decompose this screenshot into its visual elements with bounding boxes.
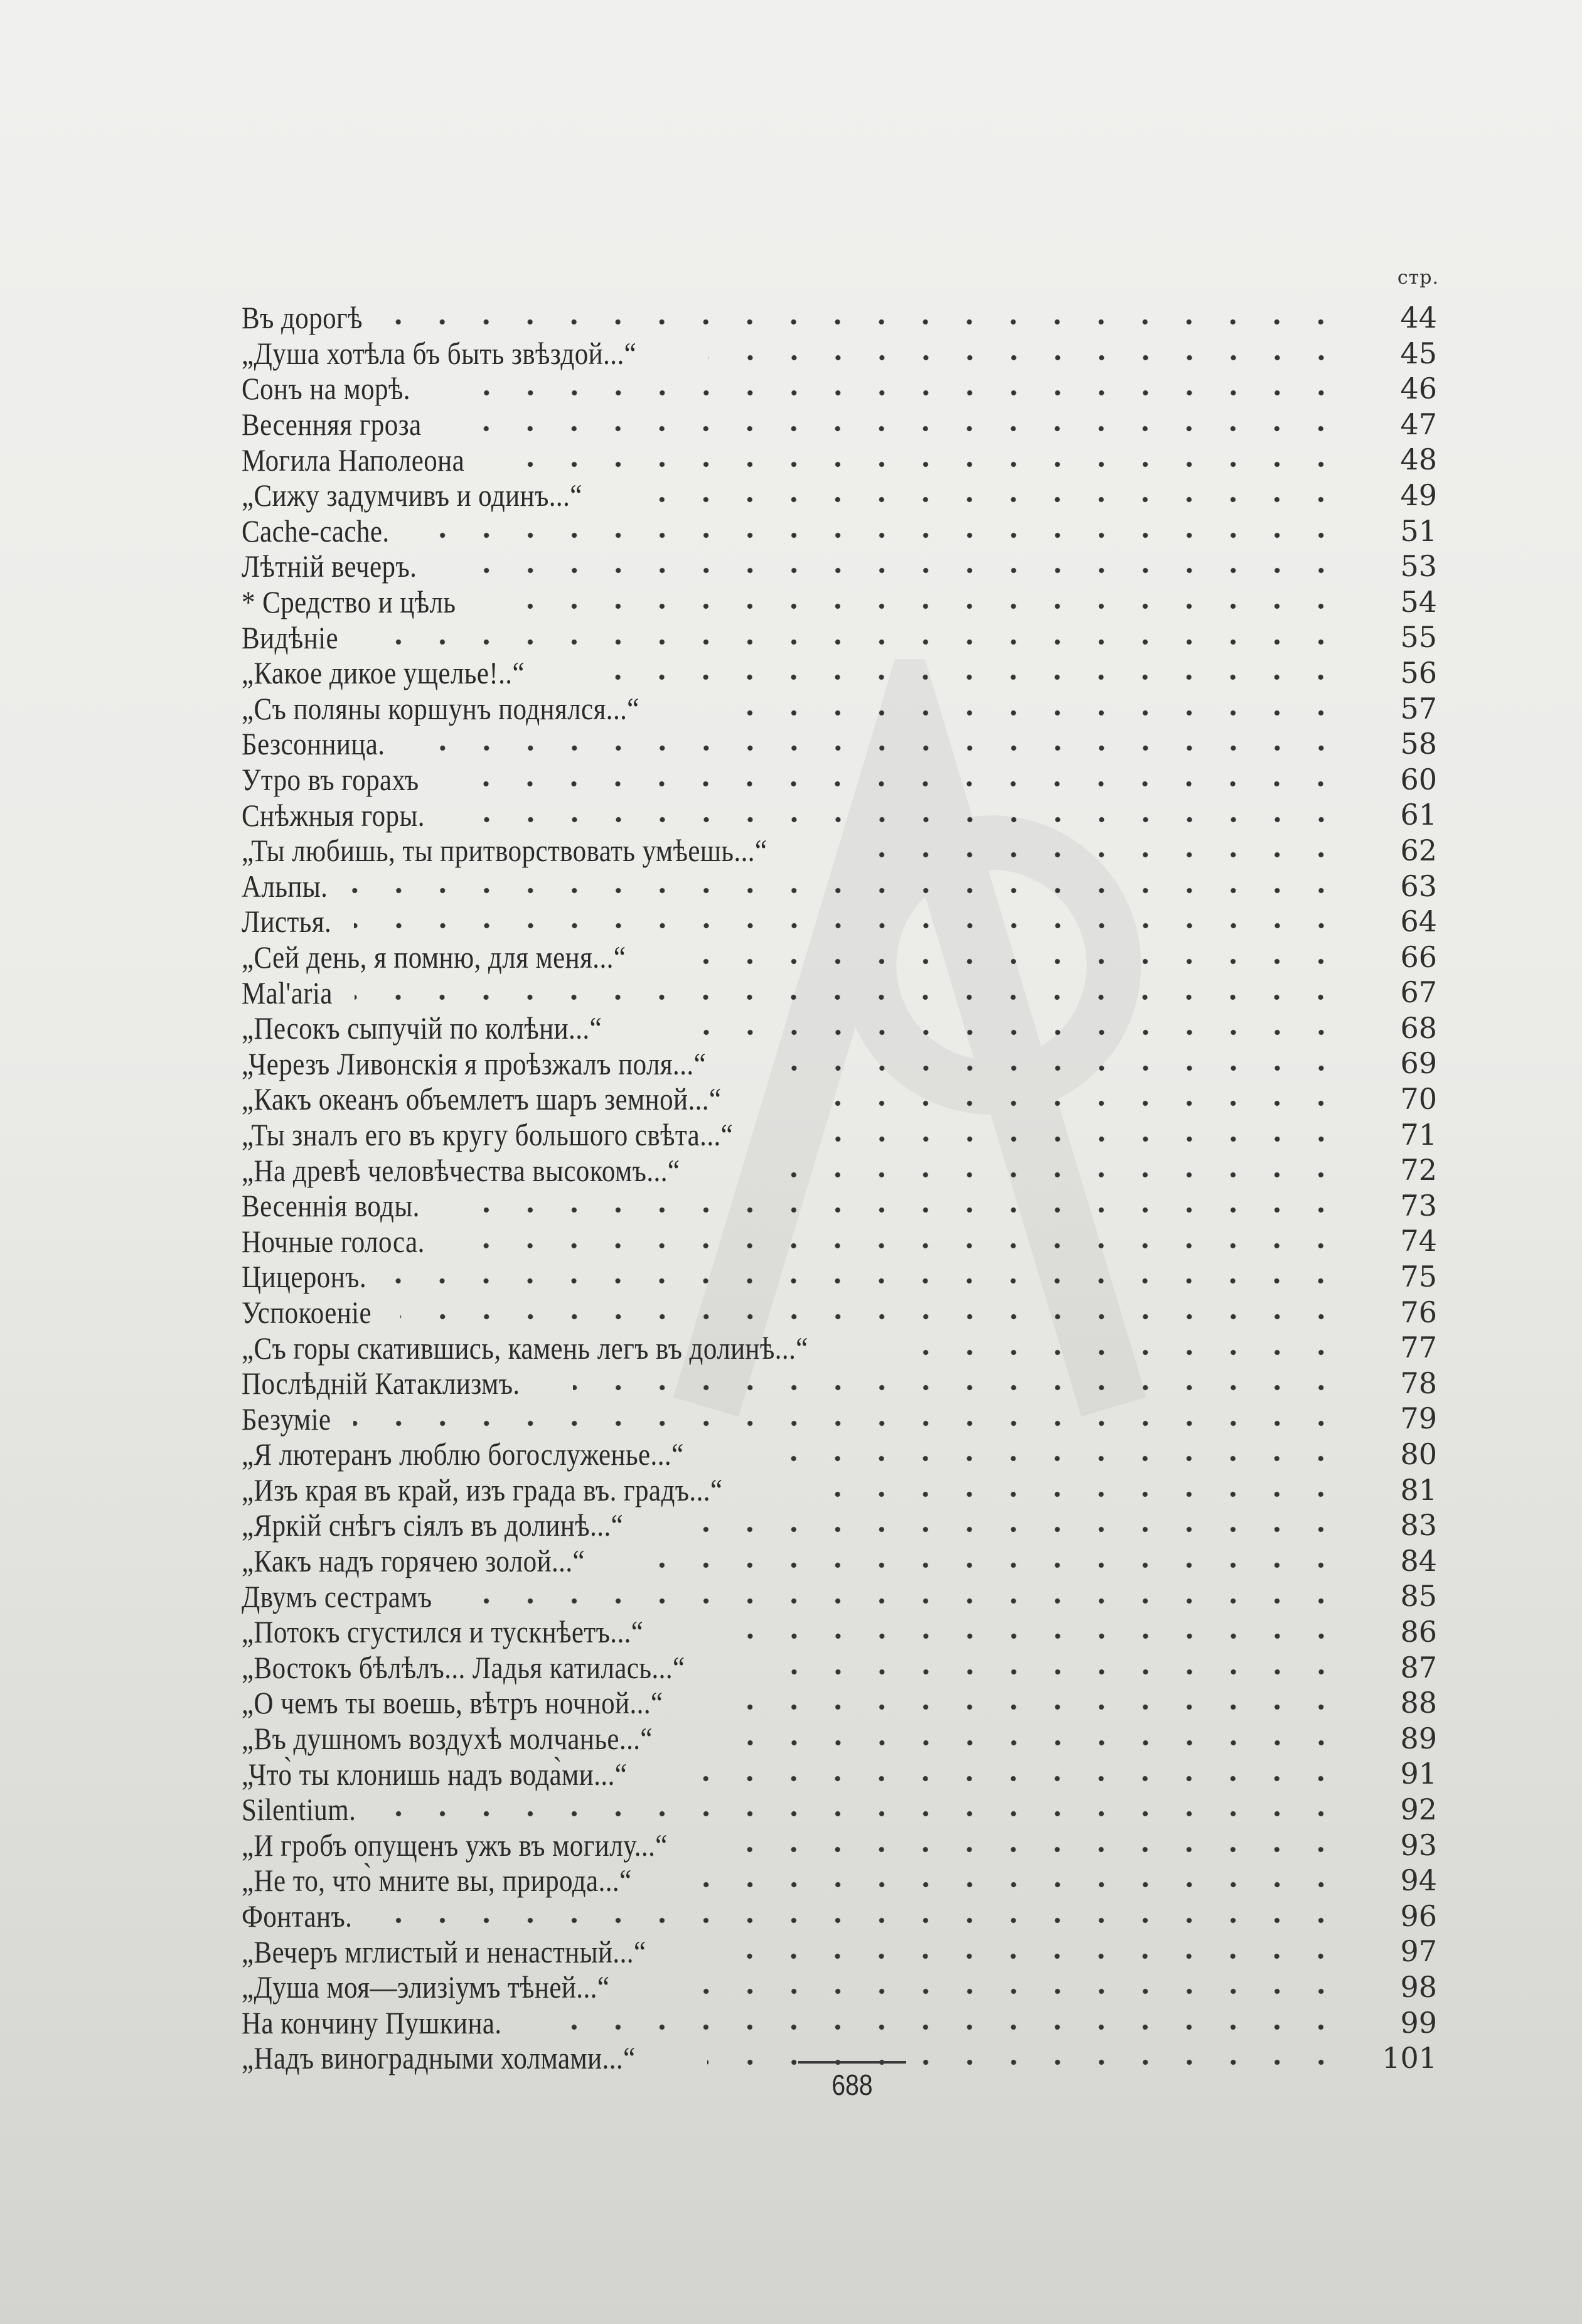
dot-leader xyxy=(498,603,1343,609)
toc-entry-title: „На древѣ человѣчества высокомъ...“ xyxy=(242,1152,680,1188)
toc-entry-title: „Съ горы скатившись, камень легъ въ долинѣ...“ xyxy=(242,1330,808,1366)
toc-entry-title: Mal'aria xyxy=(242,975,333,1010)
toc-entry-page: 94 xyxy=(1400,1863,1437,1898)
toc-entry-title: „Потокъ сгустился и тускнѣетъ...“ xyxy=(242,1614,644,1650)
toc-entry-page: 73 xyxy=(1400,1188,1437,1223)
dot-leader xyxy=(739,1704,1343,1710)
toc-entry-page: 55 xyxy=(1400,620,1437,655)
dot-leader xyxy=(400,1314,1343,1320)
toc-entry xyxy=(242,1010,1437,1046)
dot-leader xyxy=(789,1065,1343,1071)
toc-entry-title: „Сей день, я помню, для меня...“ xyxy=(242,939,626,975)
dot-leader xyxy=(648,1562,1343,1568)
toc-entry xyxy=(242,1472,1437,1508)
dot-leader xyxy=(462,817,1343,823)
toc-entry-page: 61 xyxy=(1400,798,1437,832)
dot-leader xyxy=(696,958,1343,965)
toc-entry-page: 96 xyxy=(1400,1898,1437,1933)
dot-leader xyxy=(456,1207,1343,1213)
toc-entry-title: „Черезъ Ливонскія я проѣзжалъ поля...“ xyxy=(242,1046,707,1081)
toc-entry xyxy=(242,619,1437,655)
toc-entry xyxy=(242,1685,1437,1721)
toc-entry-title: „О чемъ ты воешь, вѣтръ ночной...“ xyxy=(242,1685,663,1721)
toc-entry-title: Cache-cache. xyxy=(242,513,390,549)
dot-leader xyxy=(708,355,1343,361)
toc-entry-page: 68 xyxy=(1400,1010,1437,1045)
toc-entry-page: 44 xyxy=(1400,301,1437,335)
toc-entry xyxy=(242,1437,1437,1472)
toc-entry-title: „Съ поляны коршунъ поднялся...“ xyxy=(242,690,639,726)
toc-entry-title: „Яркій снѣгъ сіялъ въ долинѣ...“ xyxy=(242,1507,624,1543)
toc-entry xyxy=(242,1756,1437,1792)
toc-entry-title: „Въ душномъ воздухѣ молчанье...“ xyxy=(242,1721,653,1757)
toc-entry xyxy=(242,1223,1437,1259)
dot-leader xyxy=(677,1988,1343,1995)
toc-entry xyxy=(242,797,1437,833)
dot-leader xyxy=(719,1953,1343,1959)
toc-entry-page: 80 xyxy=(1400,1437,1437,1471)
toc-entry xyxy=(242,1863,1437,1898)
toc-entry xyxy=(242,1721,1437,1757)
page-column-header: стр. xyxy=(1397,267,1439,289)
toc-entry-page: 81 xyxy=(1400,1472,1437,1507)
toc-entry xyxy=(242,549,1437,584)
toc-entry-page: 87 xyxy=(1400,1650,1437,1684)
toc-entry-title: „Сижу задумчивъ и одинъ...“ xyxy=(242,478,582,513)
toc-entry-page: 85 xyxy=(1400,1579,1437,1614)
dot-leader xyxy=(394,1278,1343,1284)
toc-entry xyxy=(242,1117,1437,1153)
toc-entry-page: 88 xyxy=(1400,1686,1437,1720)
dot-leader xyxy=(382,1811,1343,1817)
page-number: 688 xyxy=(831,2069,873,2101)
toc-entry xyxy=(242,478,1437,513)
toc-entry-page: 92 xyxy=(1400,1792,1437,1826)
dot-leader xyxy=(421,532,1343,538)
toc-entry-title: „Какъ океанъ объемлетъ шаръ земной...“ xyxy=(242,1081,722,1117)
toc-entry xyxy=(242,691,1437,727)
dot-leader xyxy=(668,1029,1343,1036)
toc-entry-page: 60 xyxy=(1400,762,1437,796)
toc-entry-page: 56 xyxy=(1400,655,1437,690)
toc-entry-page: 75 xyxy=(1400,1260,1437,1294)
dot-leader xyxy=(446,390,1343,396)
toc-entry-page: 69 xyxy=(1400,1046,1437,1081)
toc-entry xyxy=(242,1330,1437,1366)
toc-entry-title: „Песокъ сыпучій по колѣни...“ xyxy=(242,1010,602,1046)
toc-entry xyxy=(242,1152,1437,1188)
toc-entry xyxy=(242,762,1437,798)
toc-entry-title: „Востокъ бѣлѣлъ... Ладья катилась...“ xyxy=(242,1649,685,1685)
toc-entry xyxy=(242,1188,1437,1224)
toc-entry xyxy=(242,1969,1437,2005)
dot-leader xyxy=(552,2024,1343,2030)
dot-leader xyxy=(727,1740,1343,1746)
toc-entry-page: 66 xyxy=(1400,940,1437,974)
toc-entry xyxy=(242,2005,1437,2041)
toc-entry-title: Сонъ на морѣ. xyxy=(242,371,410,407)
toc-entry-title: Безуміе xyxy=(242,1401,331,1437)
toc-entry-title: Альпы. xyxy=(242,868,328,904)
toc-entry-page: 76 xyxy=(1400,1295,1437,1329)
toc-entry-title: Лѣтній вечеръ. xyxy=(242,549,417,584)
toc-entry-title: Цицеронъ. xyxy=(242,1259,367,1295)
dot-leader xyxy=(765,1669,1343,1675)
toc-entry xyxy=(242,1507,1437,1543)
dot-leader xyxy=(712,710,1343,716)
toc-entry-title: „Душа моя—элизіумъ тѣней...“ xyxy=(242,1969,610,2005)
toc-entry-title: Весеннія воды. xyxy=(242,1188,420,1224)
toc-entry xyxy=(242,1578,1437,1614)
toc-entry-page: 77 xyxy=(1400,1331,1437,1365)
dot-leader xyxy=(578,674,1343,680)
toc-entry xyxy=(242,407,1437,442)
toc-entry-title: Двумъ сестрамъ xyxy=(242,1578,432,1614)
dot-leader xyxy=(462,1243,1343,1249)
toc-entry xyxy=(242,513,1437,549)
toc-entry-title: Silentium. xyxy=(242,1792,356,1828)
toc-entry-title: Въ дорогѣ xyxy=(242,300,363,336)
dot-leader xyxy=(808,1491,1343,1497)
toc-entry-title: „Ты зналъ его въ кругу большого свѣта...“ xyxy=(242,1116,734,1152)
toc-entry xyxy=(242,1650,1437,1686)
toc-entry-page: 45 xyxy=(1400,336,1437,370)
dot-leader xyxy=(455,781,1343,787)
toc-entry-page: 72 xyxy=(1400,1153,1437,1187)
toc-entry-title: На кончину Пушкина. xyxy=(242,2005,502,2040)
toc-entry-title: „Надъ виноградными холмами...“ xyxy=(242,2040,636,2076)
dot-leader xyxy=(390,319,1343,325)
dot-leader xyxy=(453,567,1343,574)
toc-entry-page: 98 xyxy=(1400,1969,1437,2004)
toc-entry-page: 74 xyxy=(1400,1224,1437,1258)
toc-entry xyxy=(242,1934,1437,1969)
toc-entry-page: 89 xyxy=(1400,1721,1437,1755)
toc-entry-title: „Какъ надъ горячею золой...“ xyxy=(242,1543,585,1579)
dot-leader xyxy=(378,1917,1343,1924)
toc-entry xyxy=(242,904,1437,940)
toc-entry-title: „Вечеръ мглистый и ненастный...“ xyxy=(242,1934,646,1969)
toc-entry-page: 71 xyxy=(1400,1117,1437,1152)
dot-leader xyxy=(693,1526,1343,1533)
dot-leader xyxy=(860,852,1343,858)
toc-entry xyxy=(242,940,1437,975)
toc-entry-page: 97 xyxy=(1400,1934,1437,1969)
toc-entry-page: 51 xyxy=(1400,513,1437,548)
toc-entry-title: Фонтанъ. xyxy=(242,1898,353,1934)
toc-entry-title: „И гробъ опущенъ ужъ въ могилу...“ xyxy=(242,1827,668,1863)
dot-leader xyxy=(361,639,1343,645)
dot-leader xyxy=(645,496,1343,503)
toc-entry xyxy=(242,1401,1437,1437)
dot-leader xyxy=(458,426,1343,432)
toc-entry xyxy=(242,584,1437,620)
toc-entry-page: 83 xyxy=(1400,1508,1437,1543)
toc-entry-page: 53 xyxy=(1400,549,1437,584)
toc-entry-page: 86 xyxy=(1400,1614,1437,1649)
footer-rule xyxy=(798,2061,906,2064)
toc-entry xyxy=(242,975,1437,1010)
dot-leader xyxy=(744,1846,1343,1853)
dot-leader xyxy=(697,1775,1343,1782)
dot-leader xyxy=(573,1384,1343,1391)
toc-entry-title: „Ты любишь, ты притворствовать умѣешь...“ xyxy=(242,833,767,869)
toc-entry xyxy=(242,1543,1437,1579)
dot-leader xyxy=(353,1420,1343,1427)
toc-entry xyxy=(242,336,1437,372)
toc-entry-page: 46 xyxy=(1400,372,1437,406)
dot-leader xyxy=(416,745,1343,751)
toc-entry-title: Весенняя гроза xyxy=(242,407,422,442)
toc-entry-page: 67 xyxy=(1400,975,1437,1010)
dot-leader xyxy=(354,923,1343,929)
toc-entry-page: 70 xyxy=(1400,1082,1437,1116)
toc-entry-page: 58 xyxy=(1400,727,1437,761)
toc-entry xyxy=(242,1081,1437,1117)
dot-leader xyxy=(717,1633,1343,1639)
dot-leader xyxy=(821,1136,1343,1142)
toc-entry-page: 47 xyxy=(1400,407,1437,441)
toc-entry-title: Утро въ горахъ xyxy=(242,762,419,798)
dot-leader xyxy=(807,1100,1343,1106)
toc-entry-title: * Средство и цѣль xyxy=(242,584,456,620)
toc-entry-title: Безсонница. xyxy=(242,726,385,762)
toc-entry-page: 99 xyxy=(1400,2005,1437,2040)
toc-entry-page: 49 xyxy=(1400,478,1437,512)
toc-entry xyxy=(242,371,1437,407)
toc-entry xyxy=(242,1614,1437,1650)
toc-entry-title: „Какое дикое ущелье!..“ xyxy=(242,655,525,691)
toc-entry-title: Могила Наполеона xyxy=(242,442,465,478)
dot-leader xyxy=(703,1882,1343,1888)
toc-entry-page: 57 xyxy=(1400,691,1437,726)
toc-entry xyxy=(242,300,1437,336)
toc-entry xyxy=(242,655,1437,691)
dot-leader xyxy=(908,1349,1343,1356)
toc-entry xyxy=(242,1828,1437,1863)
toc-entry-title: Ночные голоса. xyxy=(242,1223,425,1259)
toc-entry-page: 48 xyxy=(1400,442,1437,477)
dot-leader xyxy=(763,1455,1343,1462)
toc-entry xyxy=(242,726,1437,762)
dot-leader xyxy=(759,1172,1343,1178)
toc-entry-page: 63 xyxy=(1400,869,1437,903)
dot-leader xyxy=(471,1598,1343,1604)
toc-entry-page: 79 xyxy=(1400,1401,1437,1436)
toc-entry xyxy=(242,833,1437,869)
toc-entry-title: „Я лютеранъ люблю богослуженье...“ xyxy=(242,1437,684,1472)
toc-entry xyxy=(242,1898,1437,1934)
toc-entry-title: „Не то, что̀ мните вы, природа...“ xyxy=(242,1863,632,1898)
toc-entry-page: 84 xyxy=(1400,1543,1437,1578)
toc-entry-page: 62 xyxy=(1400,833,1437,867)
table-of-contents xyxy=(242,300,1437,2076)
toc-entry-title: Листья. xyxy=(242,904,332,940)
toc-entry-page: 78 xyxy=(1400,1366,1437,1400)
toc-entry-title: „Что̀ ты клонишь надъ вода̀ми...“ xyxy=(242,1756,628,1792)
toc-entry xyxy=(242,1792,1437,1828)
toc-entry xyxy=(242,442,1437,478)
toc-entry-title: Послѣдній Катаклизмъ. xyxy=(242,1366,520,1401)
dot-leader xyxy=(350,887,1343,894)
dot-leader xyxy=(355,994,1343,1000)
toc-entry-title: Видѣніе xyxy=(242,619,338,655)
toc-entry xyxy=(242,1366,1437,1401)
toc-entry xyxy=(242,1046,1437,1081)
toc-entry xyxy=(242,869,1437,904)
dot-leader xyxy=(508,461,1343,468)
toc-entry-title: „Душа хотѣла бъ быть звѣздой...“ xyxy=(242,335,637,371)
toc-entry xyxy=(242,1295,1437,1331)
toc-entry xyxy=(242,1259,1437,1295)
toc-entry-title: Успокоеніе xyxy=(242,1294,372,1330)
toc-entry-page: 93 xyxy=(1400,1828,1437,1862)
toc-entry-title: Снѣжныя горы. xyxy=(242,797,425,833)
toc-entry-page: 91 xyxy=(1400,1757,1437,1791)
toc-entry-page: 54 xyxy=(1400,584,1437,619)
toc-entry-title: „Изъ края въ край, изъ града въ. градъ...“ xyxy=(242,1472,723,1507)
toc-entry-page: 64 xyxy=(1400,904,1437,939)
toc-entry-page: 101 xyxy=(1382,2041,1437,2075)
